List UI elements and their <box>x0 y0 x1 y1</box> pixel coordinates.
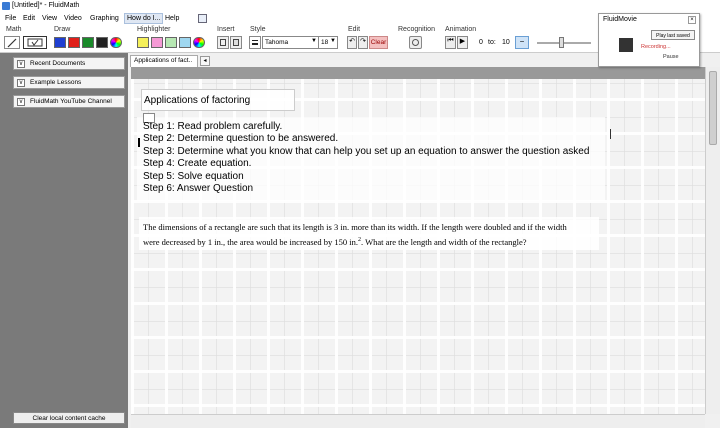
redo-icon: ↷ <box>360 38 366 45</box>
app-icon <box>2 2 10 10</box>
group-label-edit: Edit <box>348 26 361 33</box>
sidebar <box>0 53 128 428</box>
vertical-scroll-thumb[interactable] <box>709 71 717 145</box>
draw-color-red[interactable] <box>68 37 80 48</box>
line-weight-icon <box>252 40 258 45</box>
zoom-out-button[interactable] <box>515 36 529 49</box>
group-label-math: Math <box>6 26 22 33</box>
highlight-color-pink[interactable] <box>151 37 163 48</box>
group-label-animation: Animation <box>445 26 477 33</box>
problem-line-2 <box>143 234 595 249</box>
problem-line-1: The dimensions of a rectangle are such that its length is 3 in. more than its width. If the length were doubled and if the width <box>143 222 567 232</box>
sidebar-item-recent-documents[interactable] <box>13 57 125 70</box>
play-icon: ▶ <box>459 38 466 45</box>
anim-to-value[interactable]: 10 <box>502 39 510 46</box>
window-title: [Untitled]* - FluidMath <box>12 2 80 9</box>
font-family-select[interactable] <box>262 36 320 49</box>
group-label-highlighter: Highlighter <box>137 26 171 33</box>
recording-status: Recording... <box>641 44 671 50</box>
highlight-color-wheel-icon[interactable] <box>193 37 205 48</box>
sidebar-item-label: Example Lessons <box>30 79 82 86</box>
undo-button[interactable] <box>347 36 357 49</box>
fluidmovie-title: FluidMovie <box>603 16 637 23</box>
menu-edit[interactable]: Edit <box>23 15 36 22</box>
chevron-down-icon: ▼ <box>311 38 317 44</box>
step-line: Step 2: Determine question to be answered. <box>143 133 339 144</box>
step-line: Step 1: Read problem carefully. <box>143 121 283 132</box>
pen-tool-button[interactable] <box>4 36 20 49</box>
horizontal-scrollbar[interactable] <box>131 414 705 428</box>
canvas-header-strip <box>131 67 705 79</box>
undo-icon: ↶ <box>349 38 355 45</box>
group-label-recognition: Recognition <box>398 26 435 33</box>
chevron-down-icon: v <box>17 98 25 106</box>
font-size-value: 18 <box>321 39 329 46</box>
check-box-icon <box>24 37 46 48</box>
help-screen-icon[interactable] <box>198 14 207 23</box>
sidebar-item-youtube-channel[interactable] <box>13 95 125 108</box>
step-line: Step 4: Create equation. <box>143 158 252 169</box>
minus-icon: − <box>519 37 525 46</box>
sidebar-item-example-lessons[interactable] <box>13 76 125 89</box>
chevron-down-icon: v <box>17 79 25 87</box>
anim-to-label: to: <box>488 39 496 46</box>
title-bar <box>0 0 720 13</box>
problem-line-2-start: were decreased by 1 in., the area would be increased by 150 in. <box>143 236 359 247</box>
triangle-icon: ◂ <box>203 58 207 64</box>
step-line: Step 6: Answer Question <box>143 183 254 194</box>
play-last-saved-button[interactable]: Play last saved <box>651 30 695 40</box>
highlight-color-yellow[interactable] <box>137 37 149 48</box>
doc-title[interactable]: Applications of factoring <box>141 89 295 111</box>
step-line: Step 3: Determine what you know that can help you set up an equation to answer the question asked <box>143 146 590 157</box>
fluidmovie-panel <box>598 13 700 67</box>
skip-back-icon: ⏮ <box>447 37 454 44</box>
recognition-button[interactable] <box>409 36 422 49</box>
anim-from-value[interactable]: 0 <box>479 39 483 46</box>
clear-button[interactable]: Clear <box>369 36 388 49</box>
word-problem-text[interactable] <box>139 217 599 250</box>
tab-applications-of-factoring[interactable]: Applications of fact.. <box>130 55 198 67</box>
page-icon <box>233 39 239 46</box>
group-label-insert: Insert <box>217 26 235 33</box>
redo-button[interactable] <box>358 36 368 49</box>
chevron-down-icon: ▼ <box>330 38 336 44</box>
menu-graphing[interactable]: Graphing <box>90 15 119 22</box>
font-size-select[interactable] <box>318 36 338 49</box>
close-icon[interactable]: × <box>688 16 696 24</box>
menu-view[interactable]: View <box>42 15 58 22</box>
highlight-color-green[interactable] <box>165 37 177 48</box>
sidebar-item-label: FluidMath YouTube Channel <box>30 98 112 105</box>
menu-video[interactable]: Video <box>64 15 82 22</box>
draw-color-green[interactable] <box>82 37 94 48</box>
menu-how-do-i[interactable]: How do I... <box>124 13 163 24</box>
math-mode-button[interactable] <box>23 36 47 49</box>
anim-first-frame-button[interactable] <box>445 36 456 49</box>
problem-line-2-end: . What are the length and width of the rectangle? <box>361 236 527 247</box>
image-icon <box>220 39 226 46</box>
tab-menu-button[interactable] <box>200 56 210 66</box>
group-label-style: Style <box>250 26 266 33</box>
steps-textbox[interactable] <box>137 117 605 201</box>
zoom-slider-track[interactable] <box>537 42 591 44</box>
text-cursor <box>138 138 140 147</box>
insert-image-button[interactable] <box>217 36 229 49</box>
group-label-draw: Draw <box>54 26 71 33</box>
font-family-value: Tahoma <box>265 39 289 46</box>
draw-color-black[interactable] <box>96 37 108 48</box>
stop-recording-button[interactable] <box>619 38 633 52</box>
menu-help[interactable]: Help <box>165 15 180 22</box>
exponent: 2 <box>358 237 362 243</box>
recognition-gear-icon <box>412 39 419 46</box>
sidebar-item-label: Recent Documents <box>30 60 86 67</box>
step-line: Step 5: Solve equation <box>143 171 244 182</box>
anim-play-button[interactable] <box>457 36 468 49</box>
line-style-button[interactable] <box>249 36 261 49</box>
color-wheel-icon[interactable] <box>110 37 122 48</box>
pen-icon <box>5 37 19 48</box>
menu-file[interactable]: File <box>5 15 17 22</box>
draw-color-blue[interactable] <box>54 37 66 48</box>
chevron-down-icon: v <box>17 60 25 68</box>
clear-cache-button[interactable]: Clear local content cache <box>13 412 125 424</box>
document-canvas[interactable] <box>131 67 705 414</box>
zoom-slider-thumb[interactable] <box>559 37 564 48</box>
highlight-color-blue[interactable] <box>179 37 191 48</box>
ibeam-cursor-icon <box>610 129 614 139</box>
insert-page-button[interactable] <box>230 36 242 49</box>
vertical-scrollbar[interactable] <box>705 67 720 414</box>
pause-button[interactable]: Pause <box>663 54 679 60</box>
